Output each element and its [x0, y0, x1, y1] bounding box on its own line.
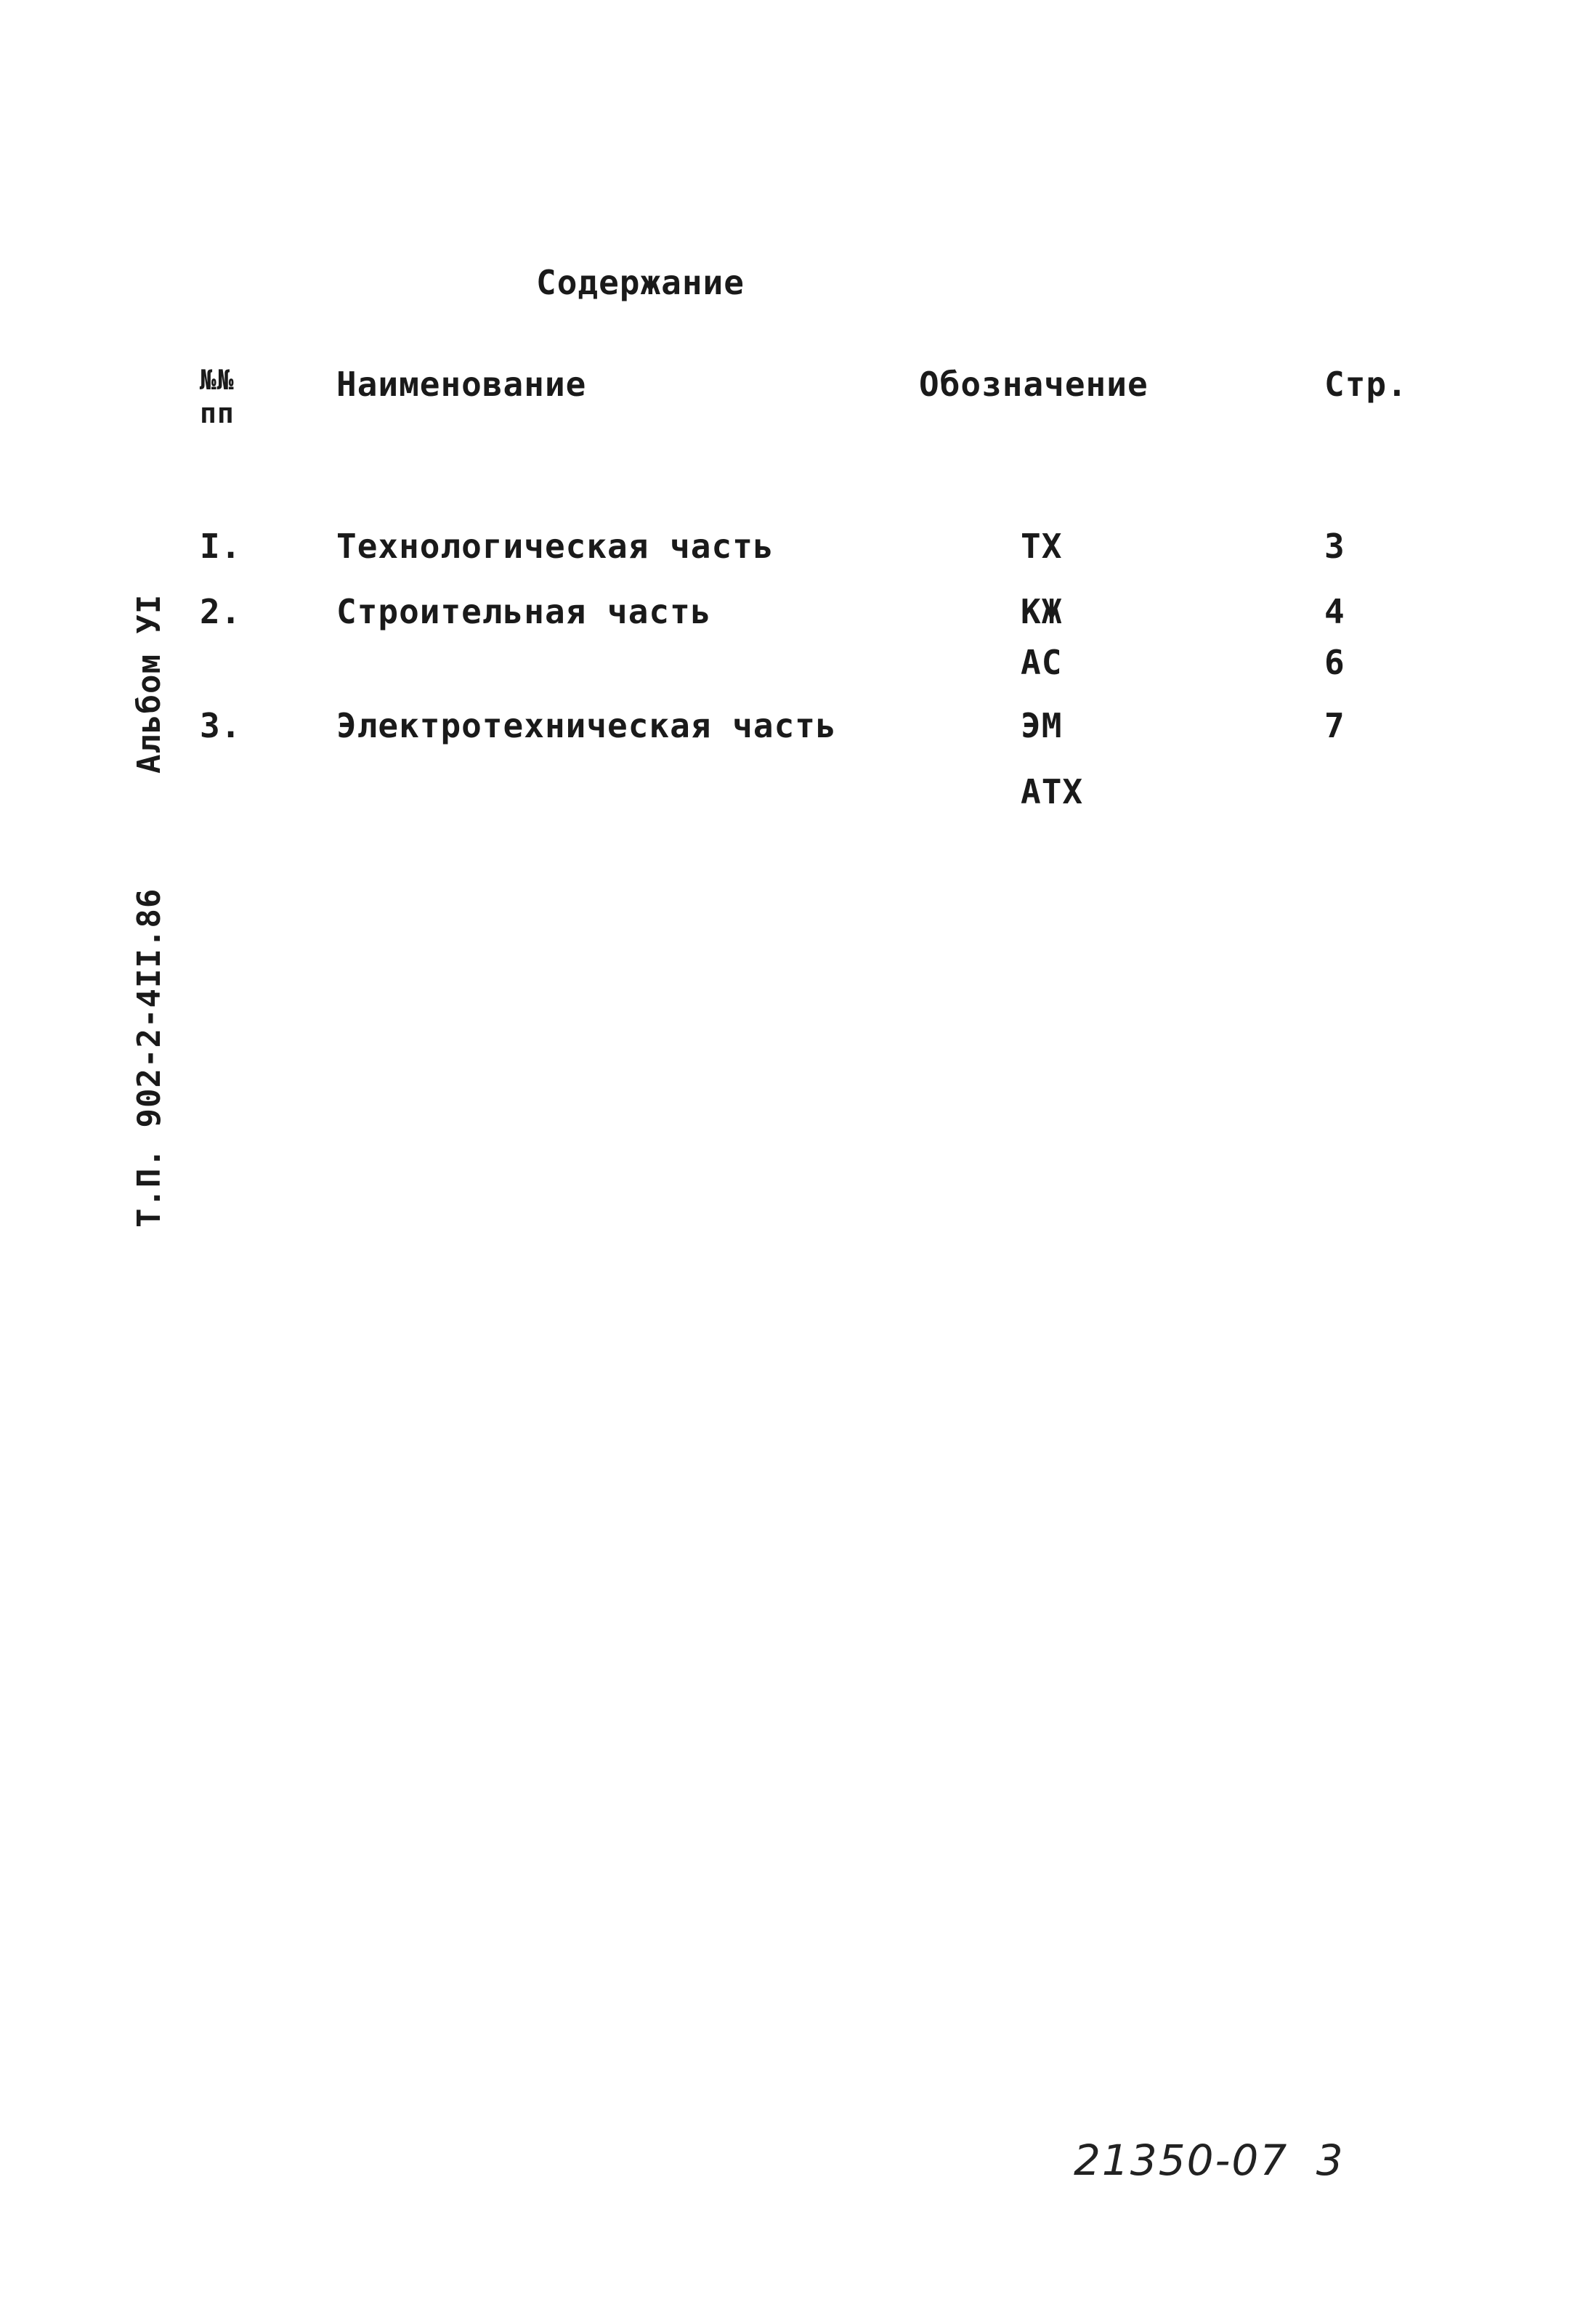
- row-2-name: Строительная часть: [336, 592, 712, 631]
- header-number-line1: №№: [200, 364, 235, 396]
- row-2-number: 2.: [200, 592, 242, 631]
- row-2-code: КЖ: [1021, 592, 1063, 631]
- footer-document-number: [1074, 2136, 1345, 2185]
- header-page: Стр.: [1324, 365, 1408, 404]
- row-3-name: Электротехническая часть: [336, 706, 837, 745]
- row-1-number: I.: [200, 527, 242, 566]
- footer-page-number: 3: [1316, 2136, 1345, 2185]
- side-album-label: Альбом УI: [131, 593, 168, 774]
- row-1-page: 3: [1324, 527, 1345, 566]
- row-3-code: ЭМ: [1021, 706, 1063, 745]
- row-1-name: Технологическая часть: [336, 527, 774, 566]
- page-title: Содержание: [536, 263, 745, 302]
- side-project-code: Т.П. 902-2-4II.86: [131, 888, 168, 1228]
- row-2b-page: 6: [1324, 643, 1345, 682]
- header-name: Наименование: [336, 365, 587, 404]
- row-3-page: 7: [1324, 706, 1345, 745]
- footer-number: 21350-07: [1074, 2136, 1289, 2185]
- row-1-code: ТХ: [1021, 527, 1063, 566]
- row-2b-code: АС: [1021, 643, 1063, 682]
- header-number: [200, 363, 235, 430]
- header-code: Обозначение: [919, 365, 1149, 404]
- row-3-number: 3.: [200, 706, 242, 745]
- row-3b-code: АТХ: [1021, 772, 1084, 811]
- header-number-line2: пп: [200, 397, 235, 429]
- row-2-page: 4: [1324, 592, 1345, 631]
